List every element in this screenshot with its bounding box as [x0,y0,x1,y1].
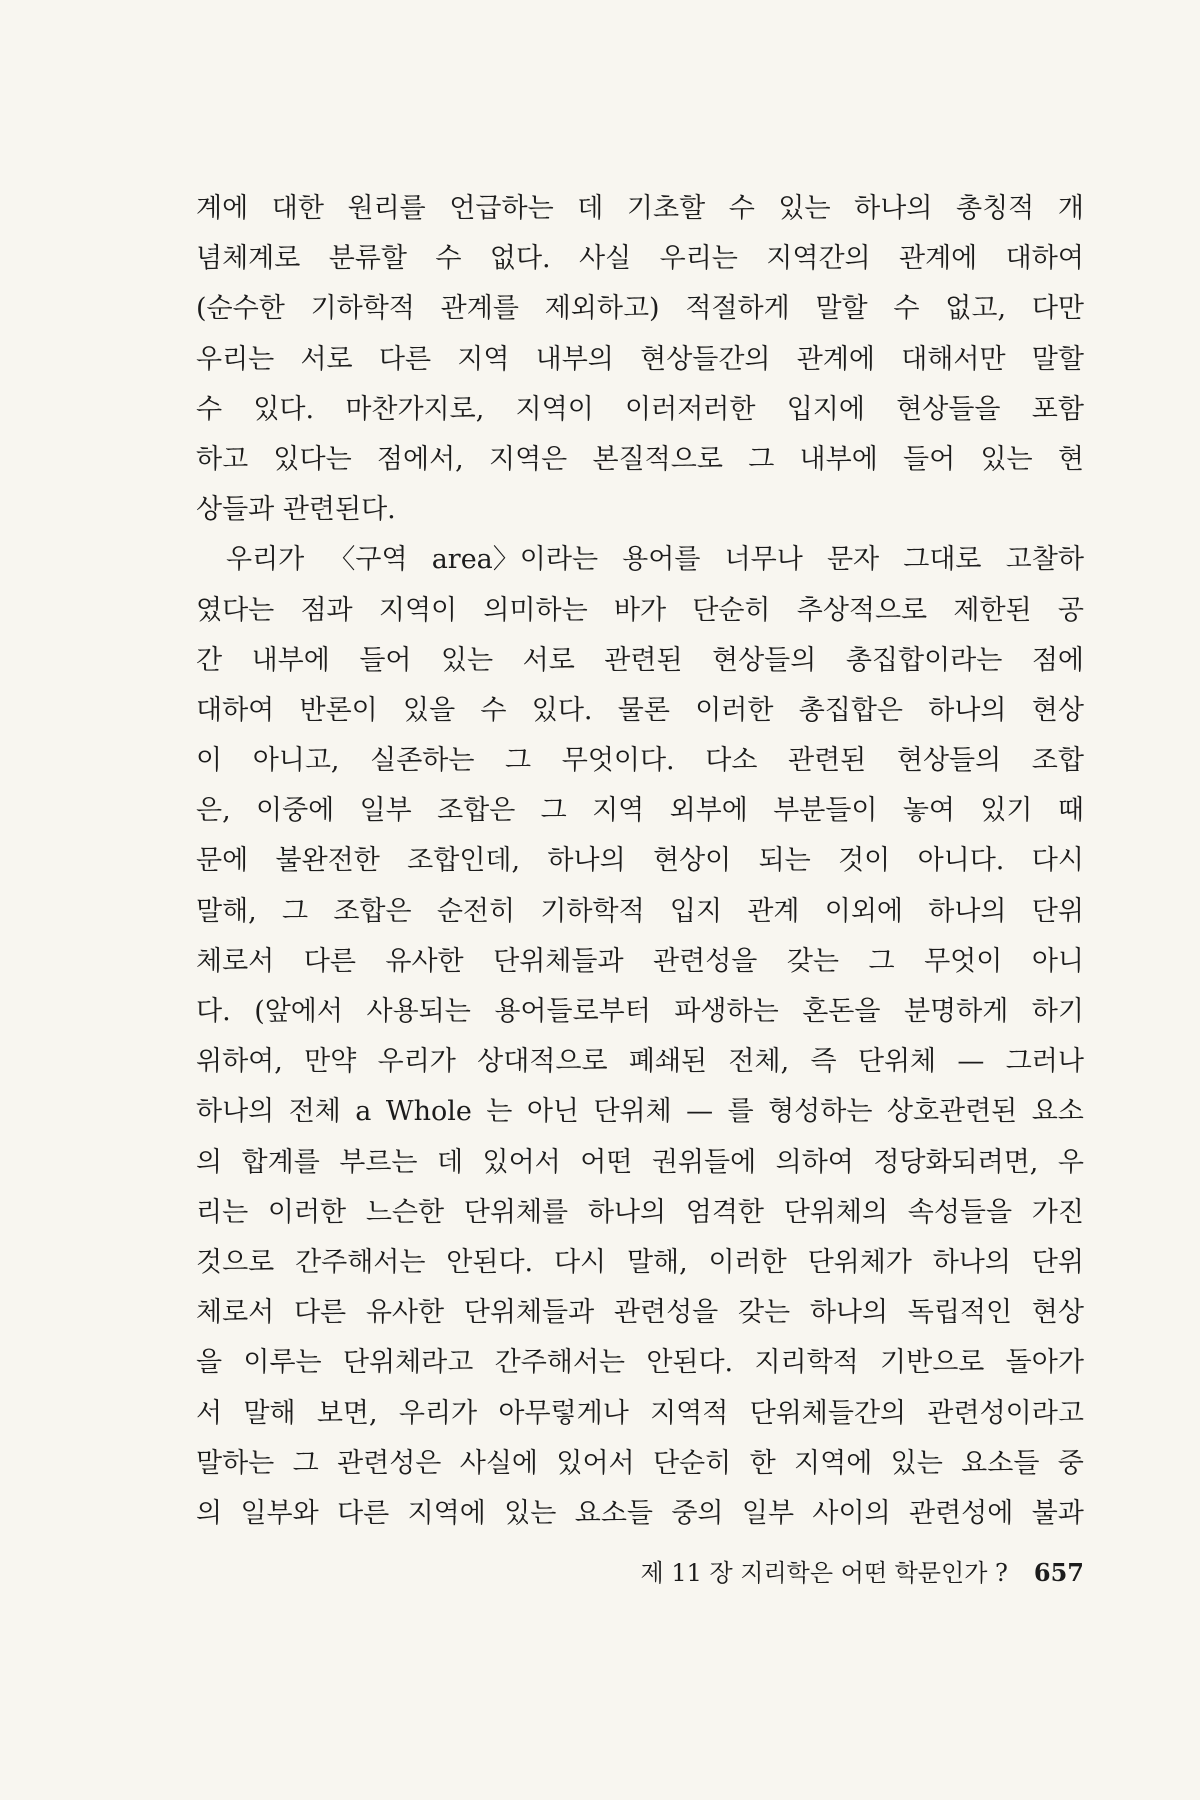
text-line: 대하여 반론이 있을 수 있다. 물론 이러한 총집합은 하나의 현상 [196,694,1084,726]
text-line: 간 내부에 들어 있는 서로 관련된 현상들의 총집합이라는 점에 [196,644,1084,676]
text-line: 수 있다. 마찬가지로, 지역이 이러저러한 입지에 현상들을 포함 [196,393,1084,425]
text-line: 의 일부와 다른 지역에 있는 요소들 중의 일부 사이의 관련성에 불과 [196,1497,1084,1529]
text-line: 념체계로 분류할 수 없다. 사실 우리는 지역간의 관계에 대하여 [196,243,1084,275]
text-line: 상들과 관련된다. [196,494,396,526]
text-line: 였다는 점과 지역이 의미하는 바가 단순히 추상적으로 제한된 공 [196,594,1084,626]
text-line: 문에 불완전한 조합인데, 하나의 현상이 되는 것이 아니다. 다시 [196,845,1084,877]
text-line: 말하는 그 관련성은 사실에 있어서 단순히 한 지역에 있는 요소들 중 [196,1447,1084,1479]
text-line: 이 아니고, 실존하는 그 무엇이다. 다소 관련된 현상들의 조합 [196,745,1084,777]
text-line: 의 합계를 부르는 데 있어서 어떤 권위들에 의하여 정당화되려면, 우 [196,1146,1084,1178]
text-line: 은, 이중에 일부 조합은 그 지역 외부에 부분들이 놓여 있기 때 [196,795,1084,827]
body-text [196,186,1084,1541]
text-line: 것으로 간주해서는 안된다. 다시 말해, 이러한 단위체가 하나의 단위 [196,1246,1084,1278]
text-line: 계에 대한 원리를 언급하는 데 기초할 수 있는 하나의 총칭적 개 [196,193,1084,224]
page-number: 657 [1033,1558,1084,1587]
text-line: 우리는 서로 다른 지역 내부의 현상들간의 관계에 대해서만 말할 [196,343,1084,375]
text-line: 체로서 다른 유사한 단위체들과 관련성을 갖는 하나의 독립적인 현상 [196,1297,1084,1329]
chapter-title: 제 11 장 지리학은 어떤 학문인가 ? [640,1559,1008,1587]
text-line: 위하여, 만약 우리가 상대적으로 폐쇄된 전체, 즉 단위체 — 그러나 [196,1046,1084,1078]
text-line: 서 말해 보면, 우리가 아무렇게나 지역적 단위체들간의 관련성이라고 [196,1397,1084,1429]
text-line: 우리가 〈구역 area〉이라는 용어를 너무나 문자 그대로 고찰하 [226,544,1084,576]
text-line: 다. (앞에서 사용되는 용어들로부터 파생하는 혼돈을 분명하게 하기 [196,996,1084,1027]
text-line: 을 이루는 단위체라고 간주해서는 안된다. 지리학적 기반으로 돌아가 [196,1347,1084,1379]
text-line: 하나의 전체 a Whole 는 아닌 단위체 — 를 형성하는 상호관련된 요소 [196,1096,1084,1128]
text-line: 체로서 다른 유사한 단위체들과 관련성을 갖는 그 무엇이 아니 [196,945,1084,977]
text-line: 리는 이러한 느슨한 단위체를 하나의 엄격한 단위체의 속성들을 가진 [196,1196,1084,1228]
page-footer [580,1553,1084,1588]
text-line: 말해, 그 조합은 순전히 기하학적 입지 관계 이외에 하나의 단위 [196,895,1084,927]
text-line: 하고 있다는 점에서, 지역은 본질적으로 그 내부에 들어 있는 현 [196,443,1084,475]
text-line: (순수한 기하학적 관계를 제외하고) 적절하게 말할 수 없고, 다만 [196,293,1084,325]
